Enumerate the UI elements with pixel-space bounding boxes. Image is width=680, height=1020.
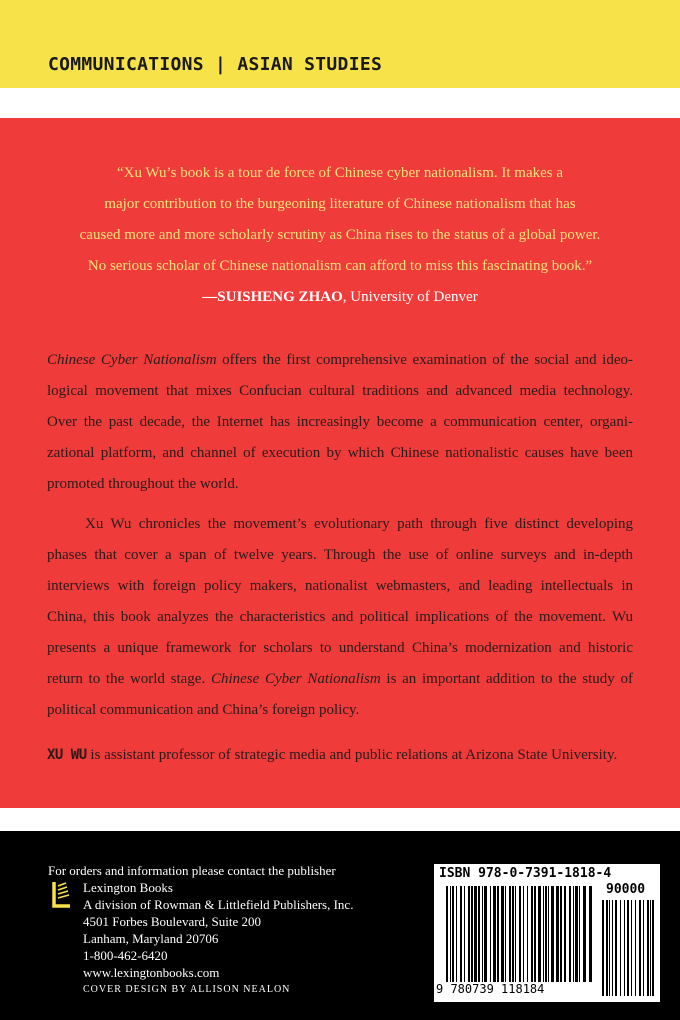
publisher-contact — [48, 862, 353, 998]
publisher-division: A division of Rowman & Littlefield Publishers, Inc. — [83, 897, 354, 912]
barcode-bar — [575, 886, 578, 982]
barcode-bar — [484, 886, 487, 982]
description-line: interviews with foreign policy makers, nationalist webmasters, and leading intellectuals in — [47, 578, 633, 594]
description-line: Chinese Cyber Nationalism offers the first comprehensive examination of the social and ideo- — [47, 352, 634, 368]
barcode-bar — [620, 900, 621, 996]
barcode-bar — [527, 886, 528, 982]
ean-digits: 9 780739 118184 — [436, 982, 545, 996]
barcode-bar — [450, 886, 451, 982]
barcode-bar — [519, 886, 521, 982]
barcode-bar — [456, 886, 457, 982]
barcode-bar — [650, 900, 651, 996]
barcode-bar — [464, 886, 465, 982]
description-line: phases that cover a span of twelve years. Through the use of online surveys and in-depth — [47, 547, 633, 563]
barcode-bar — [493, 886, 496, 982]
description-line: Over the past decade, the Internet has increasingly become a communication center, organi- — [47, 414, 633, 430]
contact-intro: For orders and information please contact the publisher — [48, 863, 336, 878]
barcode-bar — [452, 886, 454, 982]
barcode-bar — [551, 886, 554, 982]
attribution-affiliation: , University of Denver — [342, 289, 478, 305]
barcode-area — [434, 864, 660, 1002]
barcode-bar — [509, 886, 511, 982]
barcode-bar — [505, 886, 506, 982]
barcode-bar — [606, 900, 608, 996]
description-line: political communication and China’s foreign policy. — [47, 702, 360, 718]
quote-attribution — [40, 282, 640, 313]
barcode-bar — [643, 900, 644, 996]
book-title-italic: Chinese Cyber Nationalism — [47, 352, 217, 368]
barcode-bar — [569, 886, 571, 982]
barcode-bar — [589, 886, 592, 982]
publisher-phone: 1-800-462-6420 — [83, 948, 168, 963]
description-line: presents a unique framework for scholars to understand China’s modernization and historic — [47, 640, 633, 656]
isbn-number: ISBN 978-0-7391-1818-4 — [439, 866, 612, 881]
description-line: promoted throughout the world. — [47, 476, 239, 492]
barcode-bar — [531, 886, 533, 982]
author-bio-text: is assistant professor of strategic media and public relations at Arizona State University. — [86, 747, 618, 763]
barcode-bar — [615, 900, 617, 996]
category-label: COMMUNICATIONS | ASIAN STUDIES — [48, 54, 383, 75]
barcode-bar — [631, 900, 632, 996]
barcode-bar — [545, 886, 547, 982]
quote-line: major contribution to the burgeoning literature of Chinese nationalism that has — [104, 196, 576, 212]
publisher-website[interactable]: www.lexingtonbooks.com — [83, 965, 220, 980]
barcode-bar — [624, 900, 625, 996]
barcode-bar — [471, 886, 473, 982]
endorsement-quote — [40, 158, 640, 313]
quote-line: No serious scholar of Chinese nationalism can afford to miss this fascinating book.” — [87, 258, 593, 274]
barcode-bar — [564, 886, 566, 982]
barcode-bar — [627, 900, 629, 996]
attribution-dash: — — [202, 289, 218, 305]
description-paragraph-1 — [47, 345, 633, 500]
barcode-bar — [478, 886, 480, 982]
barcode-bar — [482, 886, 483, 982]
publisher-address-1: 4501 Forbes Boulevard, Suite 200 — [83, 914, 262, 929]
barcode-bar — [474, 886, 477, 982]
description-line: return to the world stage. Chinese Cyber Nationalism is an important addition to the study of — [47, 671, 634, 687]
quote-line: “Xu Wu’s book is a tour de force of Chinese cyber nationalism. It makes a — [116, 165, 564, 181]
barcode-bar — [490, 886, 491, 982]
lexington-logo-icon — [50, 880, 72, 910]
barcode-bar — [573, 886, 574, 982]
divider-band-top — [0, 88, 680, 118]
publisher-address-2: Lanham, Maryland 20706 — [83, 931, 219, 946]
barcode-bar — [534, 886, 536, 982]
author-name: XU WU — [47, 747, 87, 763]
book-description — [47, 345, 633, 771]
barcode-bar — [612, 900, 613, 996]
description-paragraph-2 — [47, 509, 633, 726]
barcode-bar — [501, 886, 504, 982]
barcode-bar — [639, 900, 641, 996]
price-code: 90000 — [606, 882, 646, 897]
barcode-bar — [512, 886, 514, 982]
barcode-bar — [515, 886, 516, 982]
barcode-bar — [446, 886, 448, 982]
barcode-bar — [523, 886, 524, 982]
description-line: Xu Wu chronicles the movement’s evolutionary path through five distinct developing — [85, 516, 633, 532]
barcode-bar — [556, 886, 559, 982]
barcode-bar — [543, 886, 544, 982]
barcode-bar — [583, 886, 586, 982]
attribution-name: SUISHENG ZHAO — [217, 289, 343, 305]
barcode-bar — [538, 886, 541, 982]
quote-line: caused more and more scholarly scrutiny as China rises to the status of a global power. — [79, 227, 601, 243]
barcode-bar — [497, 886, 499, 982]
description-line: China, this book analyzes the characteristics and political implications of the movement. Wu — [47, 609, 633, 625]
author-bio — [47, 740, 633, 771]
divider-band-bottom — [0, 808, 680, 831]
barcode-bar — [460, 886, 462, 982]
barcode-bar — [635, 900, 636, 996]
description-line: zational platform, and channel of execution by which Chinese nationalistic causes have been — [47, 445, 633, 461]
description-line: logical movement that mixes Confucian cultural traditions and advanced media technology. — [47, 383, 633, 399]
barcode-bar — [579, 886, 580, 982]
barcode-bar — [468, 886, 470, 982]
barcode-bar — [602, 900, 604, 996]
barcode-bar — [647, 900, 649, 996]
barcode-bar — [548, 886, 549, 982]
barcode-bar — [609, 900, 610, 996]
barcode-bar — [652, 900, 654, 996]
cover-design-credit: COVER DESIGN BY ALLISON NEALON — [83, 984, 291, 995]
book-title-italic: Chinese Cyber Nationalism — [210, 671, 381, 687]
publisher-name: Lexington Books — [83, 880, 173, 895]
barcode-bar — [560, 886, 562, 982]
